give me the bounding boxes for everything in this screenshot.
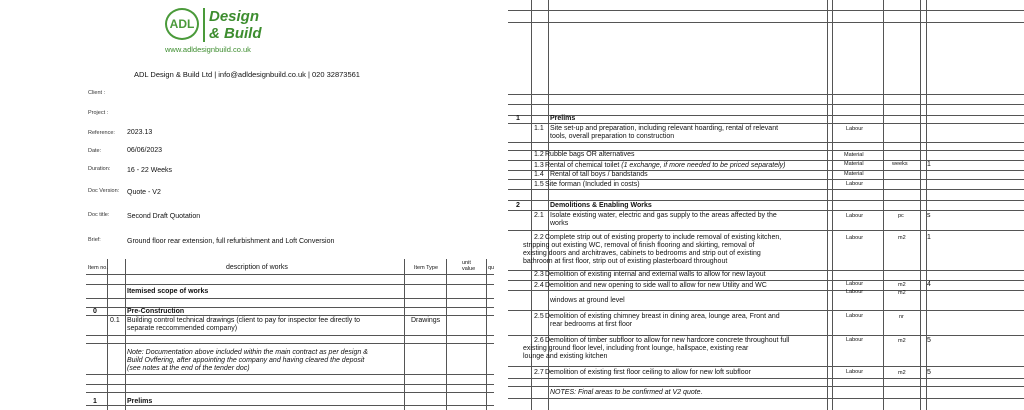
duration-value: 16 - 22 Weeks bbox=[127, 167, 173, 174]
row-2-4-type-2: Labour bbox=[846, 289, 864, 295]
section-0-title: Pre-Construction bbox=[127, 308, 185, 315]
row-2-4-type: Labour bbox=[846, 281, 864, 287]
row-1-2-type: Material bbox=[844, 152, 864, 158]
row-1-1-desc: Site set-up and preparation, including relevant hoarding, rental of relevant tools, overall preparation to construction bbox=[550, 125, 779, 140]
row-1-2-desc: Rubble bags OR alternatives bbox=[545, 151, 635, 158]
row-2-7-qty: 5 bbox=[927, 369, 931, 376]
row-2-1-unit: pc bbox=[898, 213, 904, 219]
row-2-5-desc: Demolition of existing chimney breast in dining area, lounge area, Front and rear bedrooms at first floor bbox=[545, 313, 780, 328]
row-2-1-number: 2.1 bbox=[534, 212, 544, 219]
logo-divider bbox=[203, 8, 205, 42]
reference-value: 2023.13 bbox=[127, 129, 153, 136]
row-1-5-number: 1.5 bbox=[534, 181, 544, 188]
adl-logo-mark: ADL bbox=[165, 8, 199, 40]
row-1-4-number: 1.4 bbox=[534, 171, 544, 178]
row-1-2-number: 1.2 bbox=[534, 151, 544, 158]
row-2-4-qty: 4 bbox=[927, 281, 931, 288]
section-2-title: Demolitions & Enabling Works bbox=[550, 202, 652, 209]
doc-title-label: Doc title: bbox=[88, 212, 110, 218]
header-qty: qu bbox=[488, 265, 494, 271]
client-label: Client : bbox=[88, 90, 106, 96]
row-1-4-type: Material bbox=[844, 171, 864, 177]
row-1-1-number: 1.1 bbox=[534, 125, 544, 132]
row-0-1-desc: Building control technical drawings (client to pay for inspector fee directly to separate reccommended company) bbox=[127, 317, 361, 332]
row-2-2-qty: 1 bbox=[927, 234, 931, 241]
section-1-title: Prelims bbox=[550, 115, 576, 122]
row-1-5-type: Labour bbox=[846, 181, 864, 187]
row-2-2-type: Labour bbox=[846, 235, 864, 241]
row-2-6-number: 2.6 bbox=[534, 337, 544, 344]
duration-label: Duration: bbox=[88, 166, 111, 172]
brief-value: Ground floor rear extension, full refurbishment and Loft Conversion bbox=[127, 238, 335, 245]
section-0-number: 0 bbox=[93, 308, 97, 315]
header-item-no: Item no. bbox=[88, 265, 108, 271]
row-2-6-unit: m2 bbox=[898, 338, 906, 344]
itemised-scope-heading: Itemised scope of works bbox=[127, 288, 209, 295]
logo-website: www.adldesignbuild.co.uk bbox=[165, 45, 251, 54]
row-2-6-type: Labour bbox=[846, 337, 864, 343]
row-1-3-desc: Rental of chemical toilet (1 exchange, if more needed to be priced separately) bbox=[545, 162, 786, 169]
section-1-title-left: Prelims bbox=[127, 398, 153, 405]
doc-version-value: Quote - V2 bbox=[127, 189, 161, 196]
row-2-2-number: 2.2 bbox=[534, 234, 544, 241]
brief-label: Brief: bbox=[88, 237, 101, 243]
section-2-number: 2 bbox=[516, 202, 520, 209]
row-2-4-number: 2.4 bbox=[534, 282, 544, 289]
logo-build-text: & Build bbox=[209, 25, 262, 42]
header-description: description of works bbox=[226, 264, 288, 271]
row-1-5-desc: Site forman (Included in costs) bbox=[545, 181, 640, 188]
row-2-2-unit: m2 bbox=[898, 235, 906, 241]
row-2-7-desc: Demolition of existing first floor ceiling to allow for new loft subfloor bbox=[545, 369, 751, 376]
date-value: 06/06/2023 bbox=[127, 147, 163, 154]
row-2-3-number: 2.3 bbox=[534, 271, 544, 278]
quote-page-right bbox=[508, 0, 1024, 410]
row-1-3-unit: weeks bbox=[892, 161, 908, 167]
row-2-2-desc: Complete strip out of existing property to include removal of existing kitchen, stripping out existing WC, removal of finish flooring and skirting, removal of existing doors and architraves, cabinets to bedrooms and strip out of existing bathroom at first floor, strip out of existing plasterboard throughout bbox=[523, 234, 782, 265]
project-label: Project : bbox=[88, 110, 109, 116]
doc-title-value: Second Draft Quotation bbox=[127, 213, 201, 220]
row-2-7-type: Labour bbox=[846, 369, 864, 375]
row-1-3-qty: 1 bbox=[927, 161, 931, 168]
pre-construction-note: Note: Documentation above included within the main contract as per design & Build Ovffering, after appointing the company and having cleared the deposit (see notes at the end of the tender doc) bbox=[127, 349, 368, 372]
final-areas-note: NOTES: Final areas to be confirmed at V2 quote. bbox=[550, 389, 703, 396]
row-1-1-type: Labour bbox=[846, 126, 864, 132]
row-2-6-desc: Demolition of timber subfloor to allow for new hardcore concrete throughout full existing ground floor level, including front lounge, hallspace, existing rear lounge and existing kitchen bbox=[523, 337, 790, 360]
row-2-4-desc-cont: windows at ground level bbox=[550, 297, 625, 304]
row-2-4-unit: m2 bbox=[898, 282, 906, 288]
row-2-5-unit: nr bbox=[899, 314, 904, 320]
row-2-4-desc: Demolition and new opening to side wall to allow for new Utility and WC bbox=[545, 282, 767, 289]
row-2-5-type: Labour bbox=[846, 313, 864, 319]
section-1-number: 1 bbox=[516, 115, 520, 122]
header-item-type: Item Type bbox=[414, 265, 439, 271]
row-1-4-desc: Rental of tall boys / bandstands bbox=[550, 171, 648, 178]
row-0-1-type: Drawings bbox=[411, 317, 441, 324]
row-2-4-unit-2: m2 bbox=[898, 290, 906, 296]
header-unit-value: unit value bbox=[462, 260, 476, 272]
row-2-1-desc: Isolate existing water, electric and gas supply to the areas affected by the works bbox=[550, 212, 777, 227]
row-2-5-number: 2.5 bbox=[534, 313, 544, 320]
quote-page-left bbox=[0, 0, 494, 410]
doc-version-label: Doc Version: bbox=[88, 188, 120, 194]
row-2-1-qty: s bbox=[927, 212, 931, 219]
row-2-7-number: 2.7 bbox=[534, 369, 544, 376]
reference-label: Reference: bbox=[88, 130, 115, 136]
logo-design-text: Design bbox=[209, 8, 260, 25]
row-2-7-unit: m2 bbox=[898, 370, 906, 376]
row-2-6-qty: 5 bbox=[927, 337, 931, 344]
row-2-3-desc: Demolition of existing internal and external walls to allow for new layout bbox=[545, 271, 766, 278]
row-1-3-type: Material bbox=[844, 161, 864, 167]
row-0-1-number: 0.1 bbox=[110, 317, 120, 324]
row-1-3-number: 1.3 bbox=[534, 162, 544, 169]
row-2-1-type: Labour bbox=[846, 213, 864, 219]
company-contact-line: ADL Design & Build Ltd | info@adldesignbuild.co.uk | 020 32873561 bbox=[134, 70, 360, 79]
section-1-number-left: 1 bbox=[93, 398, 97, 405]
page-gap bbox=[494, 0, 508, 410]
date-label: Date: bbox=[88, 148, 102, 154]
